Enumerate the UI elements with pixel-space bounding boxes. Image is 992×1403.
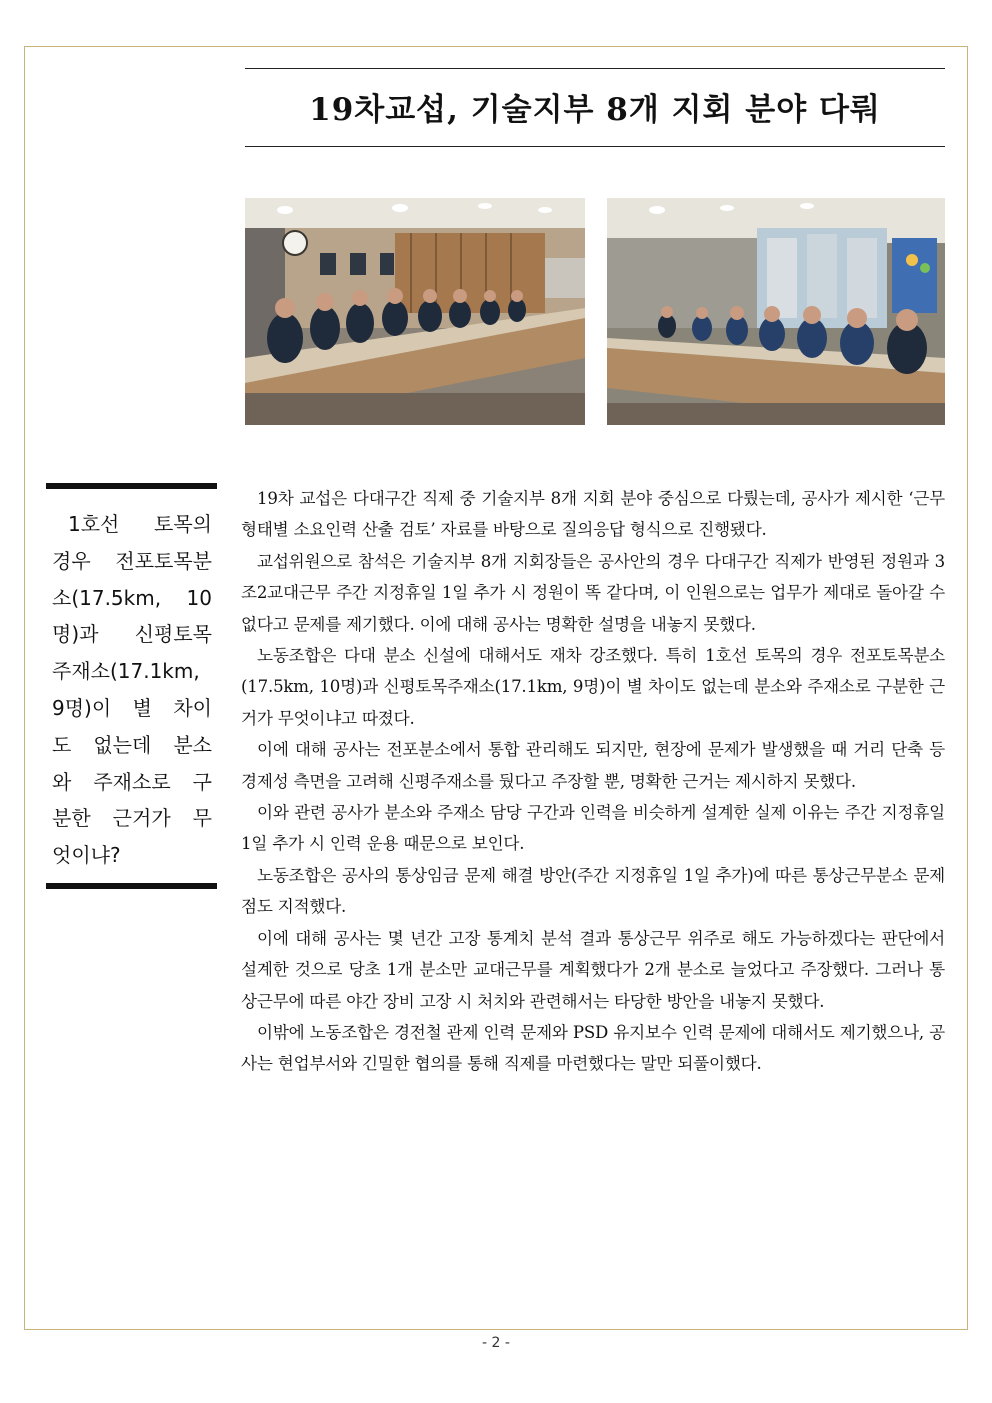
meeting-photo-right — [607, 198, 945, 425]
pull-quote-line: 분한 근거가 무 — [52, 806, 212, 831]
pull-quote-line: 도 없는데 분소 — [52, 732, 212, 757]
meeting-photo-left — [245, 198, 585, 425]
pull-quote-line: 명)과 신평토목 — [52, 622, 212, 647]
pull-quote-rule-top — [46, 483, 217, 489]
page-number: - 2 - — [482, 1335, 510, 1351]
pull-quote-text — [52, 506, 212, 874]
article-paragraph: 이에 대해 공사는 전포분소에서 통합 관리해도 되지만, 현장에 문제가 발생했을 때 거리 단축 등 경제성 측면을 고려해 신평주재소를 뒀다고 주장할 뿐, 명확한 근거는 제시하지 못했다. — [241, 740, 945, 791]
article-paragraph: 이에 대해 공사는 몇 년간 고장 통계치 분석 결과 통상근무 위주로 해도 가능하겠다는 판단에서 설계한 것으로 당초 1개 분소만 교대근무를 계획했다가 2개 분소로 늘었다고 주장했다. 그러나 통상근무에 따른 야간 장비 고장 시 처치와 관련해서는 타당한 방안을 내놓지 못했다. — [241, 928, 945, 1011]
article-paragraph: 노동조합은 다대 분소 신설에 대해서도 재차 강조했다. 특히 1호선 토목의 경우 전포토목분소(17.5km, 10명)과 신평토목주재소(17.1km, 9명)이 별 차이도 없는데 분소와 주재소로 구분한 근거가 무엇이냐고 따졌다. — [241, 646, 945, 728]
article-paragraph: 노동조합은 공사의 통상임금 문제 해결 방안(주간 지정휴일 1일 추가)에 따른 통상근무분소 문제점도 지적했다. — [241, 865, 945, 917]
pull-quote-line: 소(17.5km, 10 — [52, 585, 212, 610]
article-paragraph: 19차 교섭은 다대구간 직제 중 기술지부 8개 지회 분야 중심으로 다뤘는데, 공사가 제시한 ‘근무형태별 소요인력 산출 검토’ 자료를 바탕으로 질의응답 형식으로 진행됐다. — [241, 489, 945, 540]
title-rule-top — [245, 68, 945, 69]
pull-quote-line: 9명)이 별 차이 — [52, 695, 212, 720]
pull-quote-line: 주재소(17.1km, — [52, 659, 200, 684]
article-title: 19차교섭, 기술지부 8개 지회 분야 다뤄 — [309, 92, 881, 128]
article-paragraph: 이밖에 노동조합은 경전철 관제 인력 문제와 PSD 유지보수 인력 문제에 대해서도 제기했으나, 공사는 현업부서와 긴밀한 협의를 통해 직제를 마련했다는 말만 되풀이했다. — [241, 1022, 945, 1074]
article-body — [241, 483, 945, 1080]
pull-quote-line: 1호선 토목의 — [68, 512, 212, 536]
pull-quote-line: 경우 전포토목분 — [52, 548, 212, 573]
article-paragraph: 이와 관련 공사가 분소와 주재소 담당 구간과 인력을 비슷하게 설계한 실제 이유는 주간 지정휴일 1일 추가 시 인력 운용 때문으로 보인다. — [241, 803, 945, 854]
pull-quote-line: 엇이냐? — [52, 843, 121, 868]
article-paragraph: 교섭위원으로 참석은 기술지부 8개 지회장들은 공사안의 경우 다대구간 직제가 반영된 정원과 3조2교대근무 주간 지정휴일 1일 추가 시 정원이 똑 같다며, 이 인원으로는 업무가 제대로 돌아갈 수 없다고 문제를 제기했다. 이에 대해 공사는 명확한 설명을 내놓지 못했다. — [241, 551, 945, 634]
pull-quote-line: 와 주재소로 구 — [52, 769, 212, 794]
pull-quote-rule-bottom — [46, 883, 217, 889]
title-rule-bottom — [245, 146, 945, 147]
pull-quote — [46, 483, 217, 893]
